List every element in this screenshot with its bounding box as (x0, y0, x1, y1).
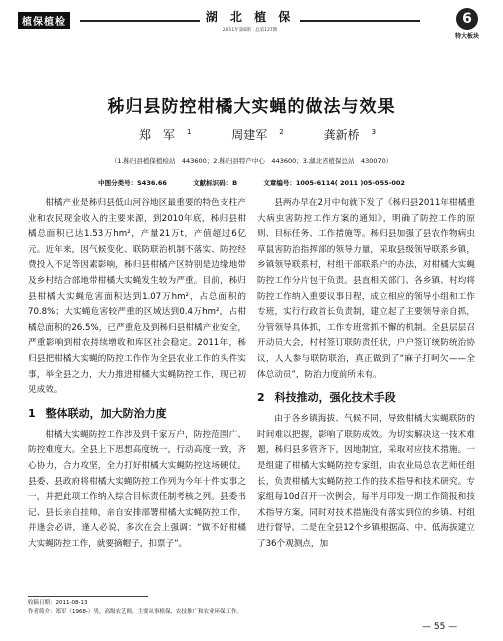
section1-continued-paragraph: 县两办早在2月中旬就下发了《秭归县2011年柑橘重大病虫害防控工作方案的通知》，明确了防控工作的原则、目标任务、工作措施等。秭归县加强了县农作物病虫草鼠害防治指挥部的领导力量，采取县级领导联系乡镇，乡镇领导联系村，村组干部联系户的办法，对柑橘大实蝇防控工作分片包干负责。县直相关部门、各乡镇、村均将防控工作纳入重要议事日程，成立相应的领导小组和工作专班，实行行政首长负责制，建立起了主要领导亲自抓，分管领导具体抓，工作专班常抓不懈的机制。全县层层召开动员大会，村村签订联防责任状，户户签订统防统治协议，人人参与联防联治，真正做到了“麻子打呵欠——全体总动员”，防治力度前所未有。 (257, 198, 475, 380)
clc-code: 中图分类号：S436.66 (98, 179, 167, 187)
page-number: — 55 — (422, 622, 458, 632)
author: 郑 军 $^1$ (138, 128, 192, 142)
author-bio: 作者简介：郑军（1968-）男，高级农艺师，主要从事植保、农技推广和农业环保工作。 (28, 609, 242, 615)
affiliations: （1.秭归县植保植检站 443600；2.秭归县特产中心 443600；3.湖北省植保总站 430070） (110, 157, 393, 165)
section1-paragraph: 柑橘大实蝇防控工作涉及到千家万户，防控范围广、防控难度大。全县上下思想高度统一，行动高度一致，齐心协力，合力攻坚，全力打好柑橘大实蝇防控这场硬仗。县委、县政府将柑橘大实蝇防控工作列为今年十件实事之一，并把此项工作纳入综合目标责任制考核之列。县委书记、县长亲自挂帅，亲自安排部署柑橘大实蝇防控工作，并逢会必讲，逢人必说，多次在会上强调：“做不好柑橘大实蝇防控工作，就要摘帽子，扣票子”。 (28, 429, 246, 549)
received-date: 收稿日期：2011-08-13 (28, 600, 88, 606)
right-column (257, 196, 475, 552)
logo-icon: 6 (456, 8, 478, 30)
header-rule-left (80, 20, 200, 22)
footnote-rule (28, 596, 148, 597)
left-column (28, 196, 246, 552)
author: 周建军 $^2$ (231, 128, 284, 142)
doc-code: 文献标识码：B (193, 179, 238, 187)
page-header (0, 0, 503, 42)
article-title: 秭归县防控柑橘大实蝇的做法与效果 (107, 97, 396, 117)
issue-info: 2011年第6期 总第127期 (222, 28, 278, 33)
article-id: 文章编号：1005-6114( 2011 )05-055-002 (263, 179, 405, 187)
classification-codes (0, 178, 503, 187)
section2-paragraph: 由于各乡镇海拔、气候不同，导致柑橘大实蝇联防的时间难以把握，影响了联防成效。为切实解决这一技术难题，秭归县多管齐下，因地制宜，采取对应技术措施。一是组建了柑橘大实蝇防控专家组，由农业局总农艺师任组长，负责柑橘大实蝇防控工作的技术指导和技术研究。专家组每10d召开一次例会，每半月印发一期工作简报和技术指导方案，同时对技术措施没有落实到位的乡镇、村组进行督导。二是在全县12个乡镇根据高、中、低海拔建立了36个观测点，加 (257, 414, 475, 549)
section-heading-2: 2 科技推动，强化技术手段 (257, 391, 396, 405)
footnote (28, 599, 478, 617)
intro-paragraph: 柑橘产业是秭归县低山河谷地区最重要的特色支柱产业和农民现金收入的主要来源，到2010年底，秭归县柑橘总面积已达1.53万hm²，产量21万t，产值超过6亿元。近年来，因气候变化、联防联治机制不落实、防控经费投入不足等因素影响，秭归县柑橘产区特别是边缘地带及乡村结合部地带柑橘大实蝇发生较为严重。目前，秭归县柑橘大实蝇危害面积达到1.07万hm²，占总面积的70.8%；大实蝇危害较严重的区域达到0.4万hm²，占柑橘总面积的26.5%，已严重危及到秭归县柑橘产业安全，严重影响到柑农持续增收和库区社会稳定。2011年，秭归县把柑橘大实蝇的防控工作作为全县农业工作的头件实事，举全县之力，大力推进柑橘大实蝇防控工作，现已初见成效。 (28, 198, 246, 396)
author-list (0, 126, 503, 143)
header-rule-right (300, 20, 420, 22)
section-heading-1: 1 整体联动，加大防治力度 (28, 406, 167, 420)
logo-text: 特大板块 (454, 33, 479, 40)
column-tag: 植保植检 (18, 12, 70, 29)
author: 龚新桥 $^3$ (323, 128, 377, 142)
journal-logo (447, 8, 487, 40)
journal-name: 湖 北 植 保 (205, 10, 295, 24)
journal-masthead (200, 8, 300, 33)
